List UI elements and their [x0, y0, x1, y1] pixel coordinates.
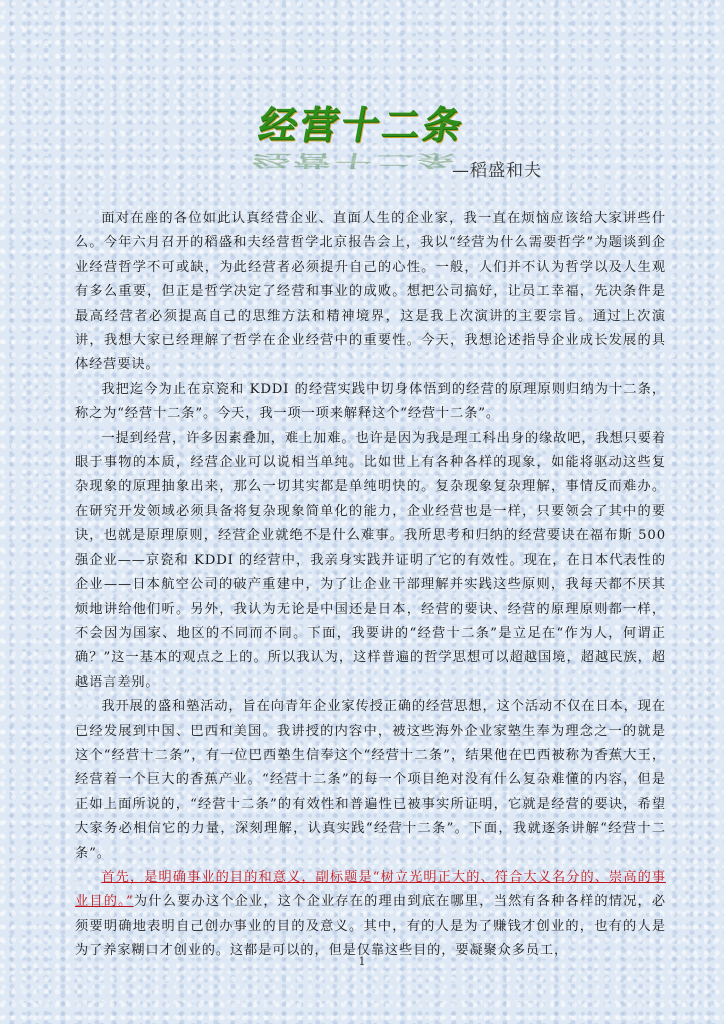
paragraph-first-principle	[75, 866, 666, 964]
document-body	[75, 207, 666, 964]
paragraph: 我把迄今为止在京瓷和 KDDI 的经营实践中切身体悟到的经营的原理原则归纳为十二条，称之为“经营十二条”。今天，我一项一项来解释这个“经营十二条”。	[75, 381, 666, 422]
page-number: 1	[358, 955, 366, 968]
title-reflection: 经营十二条	[251, 150, 460, 171]
paragraph-continuation: 为什么要办这个企业，这个企业存在的理由到底在哪里，当然有各种各样的情况，必须要明确地表明自己创办事业的目的及意义。其中，有的人是为了赚钱才创业的，也有的人是为了养家糊口才创业的。这都是可以的，但是仅靠这些目的，要凝聚众多员工，	[75, 894, 666, 959]
highlighted-principle-text: 首先，是明确事业的目的和意义，副标题是“树立光明正大的、符合大义名分的、崇高的事业目的。”	[75, 869, 666, 910]
paragraph: 面对在座的各位如此认真经营企业、直面人生的企业家，我一直在烦恼应该给大家讲些什么。今年六月召开的稻盛和夫经营哲学北京报告会上，我以“经营为什么需要哲学”为题谈到企业经营哲学不可或缺，为此经营者必须提升自己的心性。一般，人们并不认为哲学以及人生观有多么重要，但正是哲学决定了经营和事业的成败。想把公司搞好，让员工幸福，先决条件是最高经营者必须提高自己的思维方法和精神境界，这是我上次演讲的主要宗旨。通过上次演讲，我想大家已经理解了哲学在企业经营中的重要性。今天，我想论述指导企业成长发展的具体经营要诀。	[75, 211, 666, 373]
paragraph: 一提到经营，许多因素叠加，难上加难。也许是因为我是理工科出身的缘故吧，我想只要着眼于事物的本质，经营企业可以说相当单纯。比如世上有各种各样的现象，如能将驱动这些复杂现象的原理抽象出来，那么一切其实都是单纯明快的。复杂现象复杂理解，事情反而难办。在研究开发领域必须具备将复杂现象简单化的能力，企业经营也是一样，只要领会了其中的要诀，也就是原理原则，经营企业就绝不是什么难事。我所思考和归纳的经营要诀在福布斯 500 强企业——京瓷和 KDDI 的经营中，我亲身实践并证明了它的有效性。现在，在日本代表性的企业——日本航空公司的破产重建中，为了让企业干部理解并实践这些原则，我每天都不厌其烦地讲给他们听。另外，我认为无论是中国还是日本，经营的要诀、经营的原理原则都一样，不会因为国家、地区的不同而不同。下面，我要讲的“经营十二条”是立足在“作为人，何谓正确？”这一基本的观点之上的。所以我认为，这样普遍的哲学思想可以超越国境，超越民族，超越语言差别。	[75, 430, 666, 690]
document-title: 经营十二条 经营十二条	[251, 103, 469, 171]
author-line: —稻盛和夫	[452, 161, 542, 181]
paragraph: 我开展的盛和塾活动，旨在向青年企业家传授正确的经营思想，这个活动不仅在日本，现在已经发展到中国、巴西和美国。我讲授的内容中，被这些海外企业家塾生奉为理念之一的就是这个“经营十二条”，有一位巴西塾生信奉这个“经营十二条”，结果他在巴西被称为香蕉大王，经营着一个巨大的香蕉产业。“经营十二条”的每一个项目绝对没有什么复杂难懂的内容，但是正如上面所说的，“经营十二条”的有效性和普遍性已被事实所证明，它就是经营的要诀，希望大家务必相信它的力量，深刻理解，认真实践“经营十二条”。下面，我就逐条讲解“经营十二条”。	[75, 699, 666, 861]
